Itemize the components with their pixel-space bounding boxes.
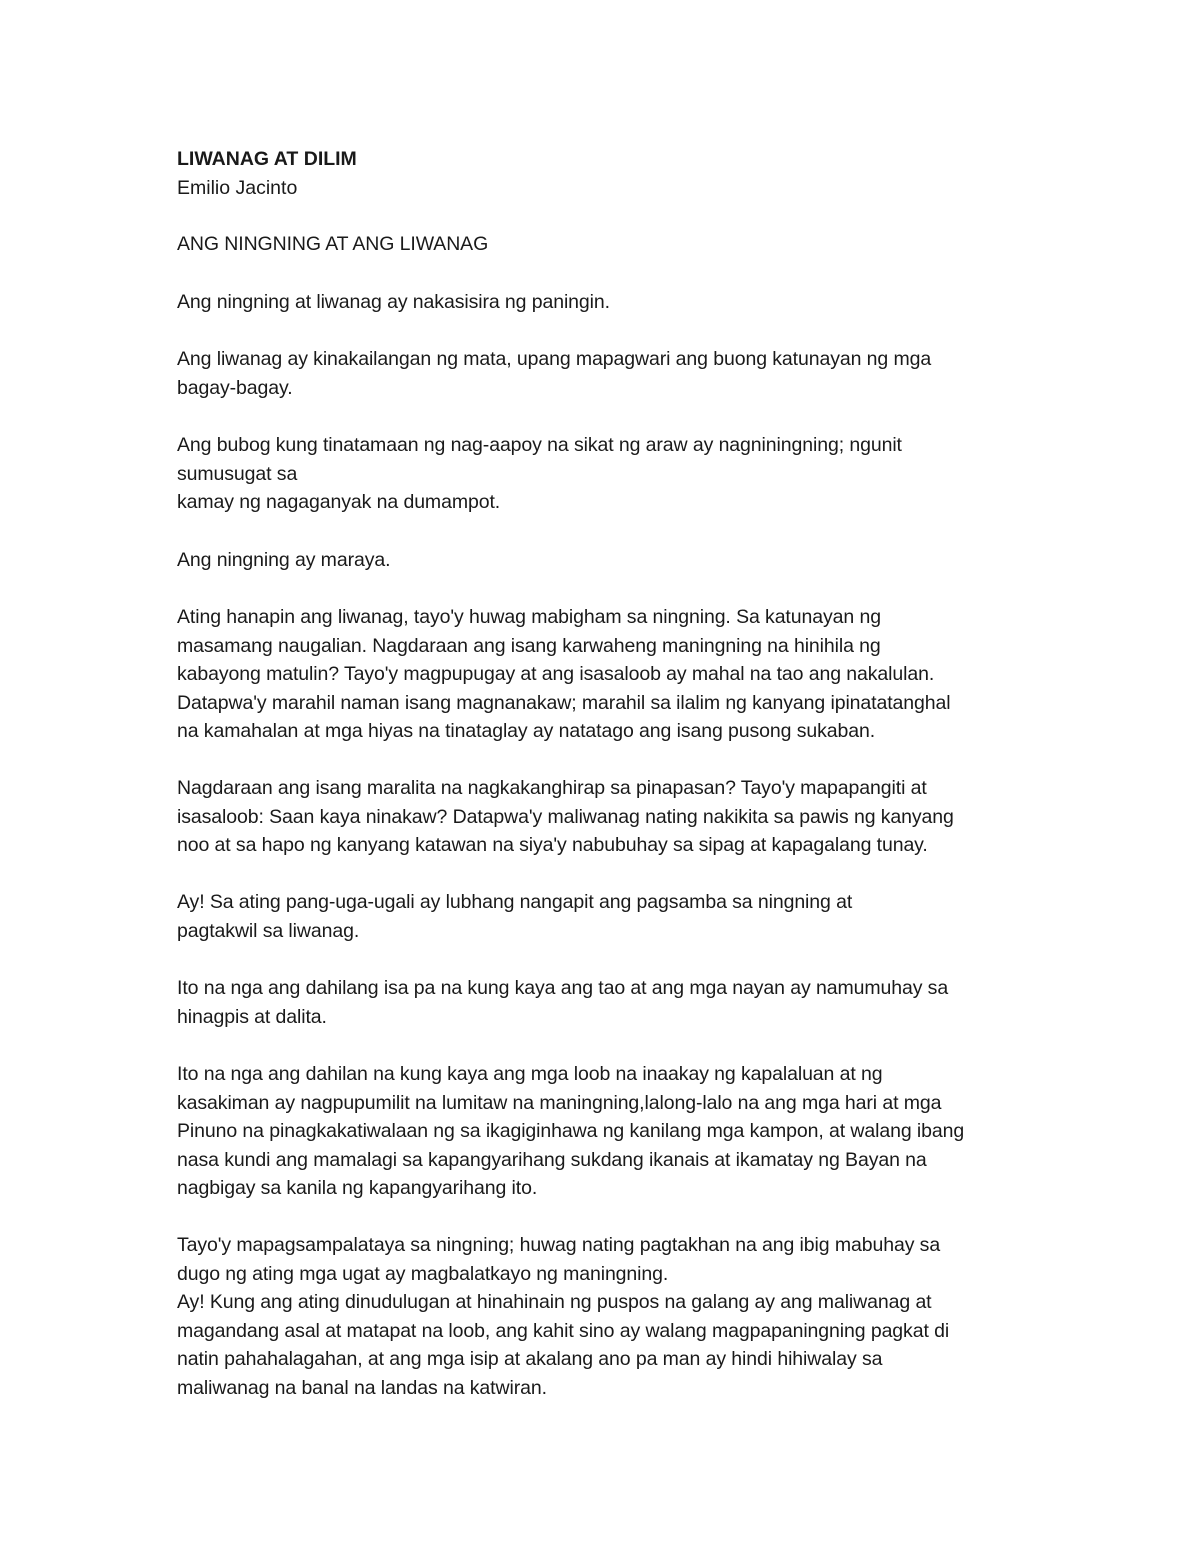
paragraph-line: Ang ningning ay maraya. — [177, 549, 391, 571]
paragraph-line: Nagdaraan ang isang maralita na nagkakanghirap sa pinapasan? Tayo'y mapapangiti at — [177, 777, 927, 799]
paragraph-line: Ating hanapin ang liwanag, tayo'y huwag mabigham sa ningning. Sa katunayan ng — [177, 606, 881, 628]
paragraph-line: Ito na nga ang dahilang isa pa na kung kaya ang tao at ang mga nayan ay namumuhay sa — [177, 977, 949, 999]
paragraph-line: pagtakwil sa liwanag. — [177, 919, 360, 942]
paragraph-line: bagay-bagay. — [177, 376, 293, 399]
paragraph-line: nagbigay sa kanila ng kapangyarihang ito. — [177, 1177, 538, 1199]
document-title: LIWANAG AT DILIM — [177, 148, 357, 170]
paragraph-line: kabayong matulin? Tayo'y magpupugay at ang isasaloob ay mahal na tao ang nakalulan. — [177, 663, 935, 685]
paragraph-6 — [177, 774, 1037, 860]
paragraph-line: Ito na nga ang dahilan na kung kaya ang mga loob na inaakay ng kapalaluan at ng — [177, 1063, 883, 1085]
paragraph-1 — [177, 288, 1037, 317]
paragraph-line: natin pahahalagahan, at ang mga isip at akalang ano pa man ay hindi hihiwalay sa — [177, 1348, 883, 1370]
paragraph-8 — [177, 974, 1037, 1031]
paragraph-line: dugo ng ating mga ugat ay magbalatkayo ng maningning. — [177, 1262, 669, 1285]
paragraph-line: Datapwa'y marahil naman isang magnanakaw; marahil sa ilalim ng kanyang ipinatatanghal — [177, 691, 951, 714]
paragraph-7 — [177, 888, 1037, 945]
paragraph-5 — [177, 603, 1037, 746]
paragraph-line: masamang naugalian. Nagdaraan ang isang karwaheng maningning na hinihila ng — [177, 634, 881, 657]
paragraph-2 — [177, 345, 1037, 402]
document-author: Emilio Jacinto — [177, 177, 298, 199]
paragraph-line: noo at sa hapo ng kanyang katawan na siya'y nabubuhay sa sipag at kapagalang tunay. — [177, 834, 928, 856]
paragraph-line: sumusugat sa — [177, 462, 298, 485]
paragraph-line: na kamahalan at mga hiyas na tinataglay ay natatago ang isang pusong sukaban. — [177, 720, 876, 742]
paragraph-line: Ang bubog kung tinatamaan ng nag-aapoy na sikat ng araw ay nagniningning; ngunit — [177, 434, 902, 456]
section-heading: ANG NINGNING AT ANG LIWANAG — [177, 233, 489, 255]
paragraph-line: isasaloob: Saan kaya ninakaw? Datapwa'y maliwanag nating nakikita sa pawis ng kanyang — [177, 805, 954, 828]
paragraph-4 — [177, 546, 1037, 575]
paragraph-line: Ang liwanag ay kinakailangan ng mata, upang mapagwari ang buong katunayan ng mga — [177, 348, 932, 370]
paragraph-line: kasakiman ay nagpupumilit na lumitaw na maningning,lalong-lalo na ang mga hari at mga — [177, 1091, 942, 1114]
paragraph-line: nasa kundi ang mamalagi sa kapangyarihang sukdang ikanais at ikamatay ng Bayan na — [177, 1148, 927, 1171]
paragraph-3 — [177, 431, 1037, 517]
paragraph-line: Ay! Sa ating pang-uga-ugali ay lubhang nangapit ang pagsamba sa ningning at — [177, 891, 853, 913]
paragraph-9 — [177, 1060, 1037, 1203]
paragraph-line: Ang ningning at liwanag ay nakasisira ng paningin. — [177, 291, 610, 313]
paragraph-line: hinagpis at dalita. — [177, 1005, 327, 1028]
paragraph-line: maliwanag na banal na landas na katwiran. — [177, 1376, 547, 1399]
paragraph-line: Pinuno na pinagkakatiwalaan ng sa ikagiginhawa ng kanilang mga kampon, at walang ibang — [177, 1120, 965, 1142]
paragraph-line: Ay! Kung ang ating dinudulugan at hinahinain ng puspos na galang ay ang maliwanag at — [177, 1291, 932, 1313]
paragraph-line: kamay ng nagaganyak na dumampot. — [177, 491, 501, 513]
paragraph-10 — [177, 1231, 1037, 1402]
paragraph-line: magandang asal at matapat na loob, ang kahit sino ay walang magpapaningning pagkat di — [177, 1319, 950, 1342]
paragraph-line: Tayo'y mapagsampalataya sa ningning; huwag nating pagtakhan na ang ibig mabuhay sa — [177, 1234, 941, 1256]
